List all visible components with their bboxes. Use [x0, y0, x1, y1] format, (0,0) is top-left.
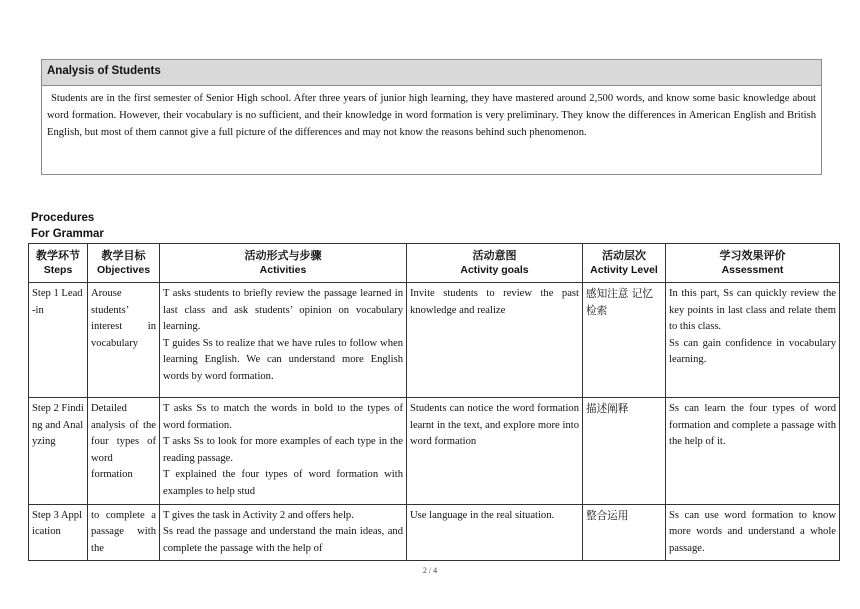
header-activities: 活动形式与步骤 Activities [160, 244, 407, 283]
table-header-row [29, 244, 840, 283]
procedures-table [28, 243, 840, 561]
header-activity-level: 活动层次 Activity Level [583, 244, 666, 283]
procedures-heading [31, 210, 104, 242]
header-assessment: 学习效果评价 Assessment [666, 244, 840, 283]
header-steps: 教学环节 Steps [29, 244, 88, 283]
procedures-title: Procedures [31, 212, 95, 224]
table-row [29, 283, 840, 398]
header-activity-goals: 活动意图 Activity goals [407, 244, 583, 283]
step-cell: Step 1 Lead-in [29, 283, 88, 398]
assessment-cell: In this part, Ss can quickly review the key points in last class and relate them to this class. Ss can gain confidence in vocabulary learning. [666, 283, 840, 398]
header-objectives: 教学目标 Objectives [88, 244, 160, 283]
objectives-cell: Arouse students’ interest in vocabulary [88, 283, 160, 398]
goals-cell: Invite students to review the past knowledge and realize [407, 283, 583, 398]
level-cell: 整合运用 [583, 504, 666, 561]
analysis-title: Analysis of Students [42, 60, 821, 86]
level-cell: 描述阐释 [583, 398, 666, 505]
page-number: 2 / 4 [422, 566, 438, 575]
assessment-cell: Ss can learn the four types of word formation and complete a passage with the help of it. [666, 398, 840, 505]
objectives-cell: to complete a passage with the [88, 504, 160, 561]
assessment-cell: Ss can use word formation to know more words and understand a whole passage. [666, 504, 840, 561]
goals-cell: Use language in the real situation. [407, 504, 583, 561]
analysis-body-text: Students are in the first semester of Senior High school. After three years of junior high learning, they have mastered around 2,500 words, and know some basic knowledge about word formation. However, their vocabulary is no sufficient, and their knowledge in word formation is very preliminary. They know the differences in American English and British English, but most of them cannot give a full picture of the differences and may not know the reasons behind such phenomenon. [47, 93, 816, 138]
objectives-cell: Detailed analysis of the four types of word formation [88, 398, 160, 505]
activities-cell: T gives the task in Activity 2 and offers help. Ss read the passage and understand the main ideas, and complete the passage with the help of [160, 504, 407, 561]
level-cell: 感知注意 记忆检索 [583, 283, 666, 398]
step-cell: Step 3 Application [29, 504, 88, 561]
step-cell: Step 2 Finding and Analyzing [29, 398, 88, 505]
table-row [29, 398, 840, 505]
goals-cell: Students can notice the word formation learnt in the text, and explore more into word formation [407, 398, 583, 505]
table-row [29, 504, 840, 561]
activities-cell: T asks students to briefly review the passage learned in last class and ask students’ opinion on vocabulary learning. T guides Ss to realize that we have rules to follow when learning English. We can understand more English words by word formation. [160, 283, 407, 398]
activities-cell: T asks Ss to match the words in bold to the types of word formation. T asks Ss to look for more examples of each type in the reading passage. T explained the four types of word formation with examples to help stud [160, 398, 407, 505]
analysis-of-students-box [41, 59, 822, 175]
procedures-subtitle: For Grammar [31, 228, 104, 240]
